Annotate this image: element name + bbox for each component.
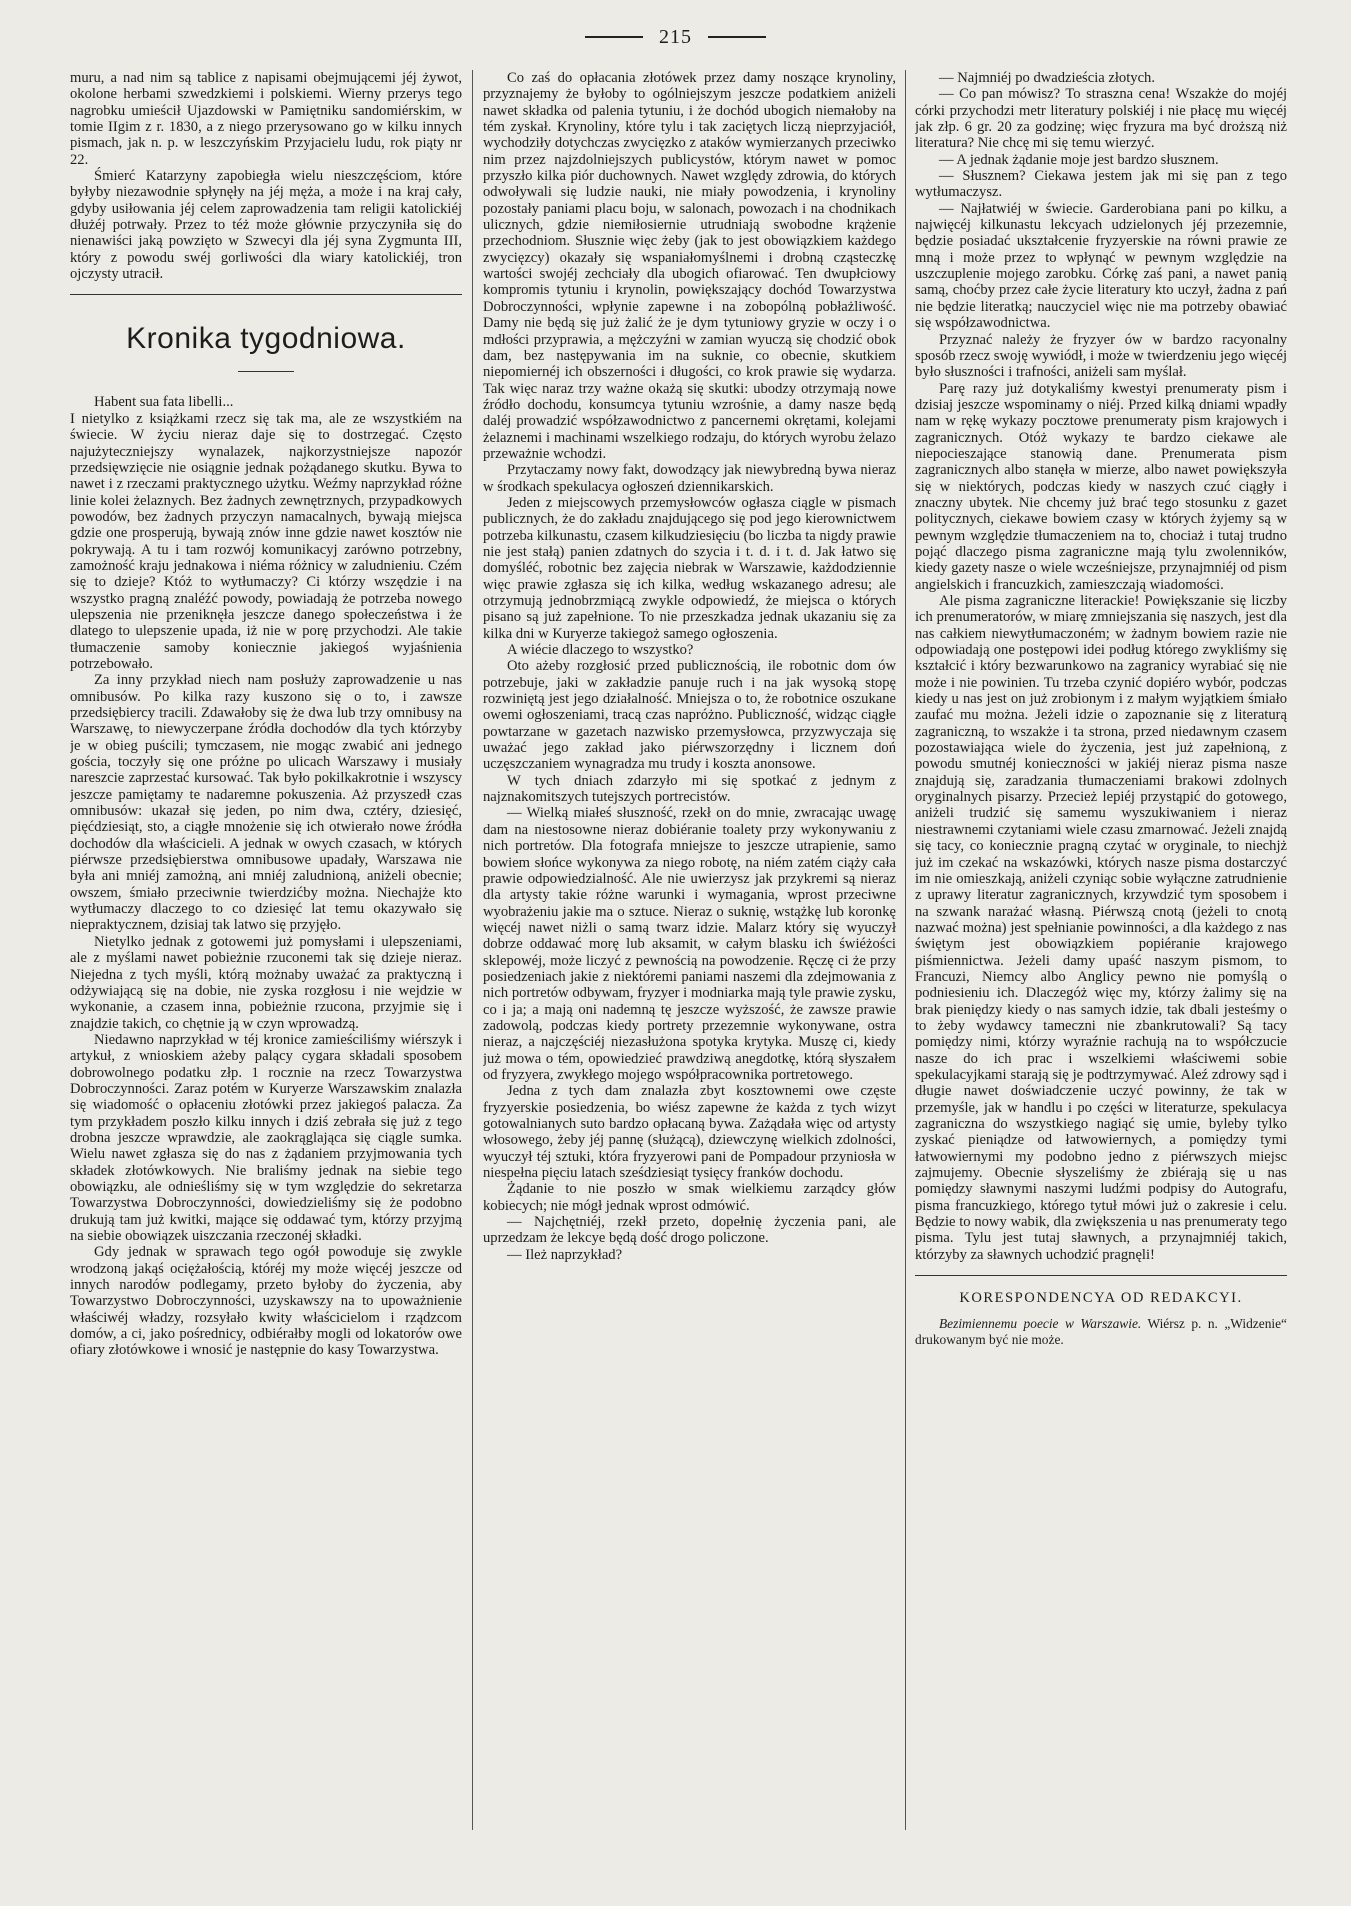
- title-rule: [238, 371, 294, 372]
- paragraph: — Słusznem? Ciekawa jestem jak mi się pan z tego wytłumaczysz.: [915, 168, 1287, 201]
- paragraph: — A jednak żądanie moje jest bardzo słusznem.: [939, 151, 1219, 168]
- paragraph: Nietylko jednak z gotowemi już pomysłami i ulepszeniami, ale z myślami nawet pobieżnie rzuconemi tak się dzieje nieraz. Niejedna z tych myśli, którą możnaby uważać za praktyczną i odżywiającą się na dobie, nie zyska rozgłosu i nie wejdzie w wykonanie, a czasem inna, pobieżnie rzucona, przyjmie się i znajdzie takich, co chętnie ją w czyn wprowadzą.: [70, 933, 462, 1032]
- paragraph: Przytaczamy nowy fakt, dowodzący jak niewybredną bywa nieraz w środkach spekulacya ogłoszeń dziennikarskich.: [483, 462, 896, 495]
- correspondence-note: [915, 1316, 1287, 1348]
- paragraph: Jedna z tych dam znalazła zbyt kosztownemi owe częste fryzyerskie posiedzenia, bo wiész zapewne że każda z tych wizyt gotowalnianych suto bardzo opłacaną bywa. Zażądała więc od artysty włosowego, żeby jéj pannę (służącą), dziewczynę wielkich zdolności, wyuczył téj sztuki, która fryzyerowi pani de Pompadour przyniosła w niespełna pięciu latach sześdziesiąt tysięcy franków dochodu.: [483, 1083, 896, 1182]
- correspondence-addressee: Bezimiennemu poecie w Warszawie.: [939, 1316, 1142, 1332]
- paragraph: Gdy jednak w sprawach tego ogół powoduje się zwykle wrodzoną jakąś ociężałością, któréj my może więcéj jeszcze od innych narodów podlegamy, przeto byłoby do życzenia, aby Towarzystwo Dobroczynności, uzyskawszy na to upoważnienie właściwéj władzy, rozsyłało kwity właścicielom i rządzcom domów, a ci, jako pośrednicy, odbiérałby mogli od lokatorów owe ofiary złotówkowe i wnosić je następnie do kasy Towarzystwa.: [70, 1244, 462, 1359]
- paragraph: W tych dniach zdarzyło mi się spotkać z jednym z najznakomitszych tutejszych portrecistów.: [483, 772, 896, 806]
- paragraph: — Najchętniéj, rzekł przeto, dopełnię życzenia pani, ale uprzedzam że lekcye będą dość drogo policzone.: [483, 1214, 896, 1247]
- column-divider: [905, 70, 906, 1830]
- column-middle: [483, 70, 896, 1870]
- paragraph: Za inny przykład niech nam posłuży zaprowadzenie u nas omnibusów. Po kilka razy kuszono się o to, i zawsze przedsiębiercy tracili. Zdawałoby się że dwa lub trzy omnibusy na Warszawę, to niewyczerpane źródła dochodów dla tych którzyby je w obieg puścili; tymczasem, nie mogąc zwabić ani jednego gościa, toczyły się one próżne po ulicach Warszawy i musiały nareszcie zaprzestać kursować. Tak było pokilkakrotnie i wszyscy jeszcze pamiętamy te nadaremne pokuszenia. Aż przyszedł czas omnibusów: ukazał się jeden, po nim dwa, cztéry, dziesięć, pięćdziesiąt, sto, a ciągłe mnożenie się ich otwierało nowe źródła dochodów dla właścicieli. A jednak w owych czasach, w których piérwsze przedsiębierstwa omnibusowe upadały, Warszawa nie była ani mniéj zamożną, ani mniéj zaludnioną, aniżeli obecnie; owszem, śmiało przeciwnie twierdzićby można. Niechajże kto wytłumaczy dlaczego to co dziesięć lat temu okazywało się niepraktycznem, dzisiaj tak latwo się przyjęło.: [70, 672, 462, 934]
- paragraph: — Najłatwiéj w świecie. Garderobiana pani po kilku, a najwięcéj kilkunastu lekcyach udzielonych jéj przezemnie, będzie posiadać ukształcenie fryzyerskie na równi prawie ze mną i może przez to wpłynąć w pewnym względzie na uszczuplenie mojego zarobku. Córkę zaś pani, a nawet panią samą, choćby przez całe życie literatury kto uczył, żadna z pań nie będzie literatką; nauczyciel więc nie ma potrzeby obawiać się współzawodnictwa.: [915, 200, 1287, 332]
- section-divider: [70, 294, 462, 295]
- section-title: Kronika tygodniowa.: [126, 322, 406, 356]
- paragraph: Ale pisma zagraniczne literackie! Powiększanie się liczby ich prenumeratorów, w miarę zmniejszania się naszych, jest dla nas całkiem niewytłumaczoném; w żadnym bowiem razie nie odpowiadają one postępowi idei podług którego zwykliśmy się kształcić i który bezwarunkowo na zagranicy wyrabiać się nie może i nie powinien. Tu trzeba czynić dopiéro wybór, podczas kiedy u nas jest on już zrobionym i z małym wyjątkiem śmiało zaufać mu można. Jeżeli idzie o zapoznanie się z literaturą zagraniczną, to wszakże i ta strona, przed niedawnym czasem pozostawiająca wiele do życzenia, jest już zapełnioną, z powodu smutnéj konieczności w jakiéj nieraz pisma nasze znajdują się, zaradzania tłumaczeniami brakowi zdolnych oryginalnych pisarzy. Przecież lepiéj przystąpić do gotowego, aniżeli trudzić się samemu wyszukiwaniem i nieraz niestrawnemi czytaniami wiele czasu zmarnować. Jeżeli znajdą się tacy, co koniecznie pragną czytać w oryginale, to niechjż już im czekać na wskazówki, których nasze pisma dostarczyć im nie omieszkają, aniżeli czyniąc sobie wyłączne zatrudnienie z uprawy literatur zagranicznych, krzywdzić tym sposobem i na szwank narażać własną. Piérwszą cnotą (jeżeli to cnotą nazwać można) jest spełnianie powinności, a dla każdego z nas świętym jest obowiązkiem popiéranie krajowego piśmiennictwa. Jeżeli damy upaść naszym pismom, to Francuzi, Niemcy albo Anglicy pewno nie pomyślą o podniesieniu ich. Dlaczegóż więc my, którzy żalimy się na brak pieniędzy kiedy o nas samych idzie, tak dbali jesteśmy o to żeby wydawcy tameczni nie zbankrutowali? Są tacy pomiędzy nimi, którzy wyraźnie rachują na to współczucie nasze do ich prac i wszelkiemi właściwemi sobie spekulacyjkami starają się je podtrzymywać. Aleź zdrowy sąd i długie nawet doświadczenie uczyć powinny, że tak w przemyśle, jak w handlu i po części w literaturze, spekulacya zagraniczna do wszystkiego nagiąć się umie, byleby tylko zyskać pieniądze od łatwowiernych, a pomiędzy tymi łatwowiernymi my podobno jedno z piérwszych miejsc zajmujemy. Obecnie słyszeliśmy że zbiérają się u nas pomiędzy sławnymi naszymi ludźmi podpisy do Autografu, pisma francuzkiego, którego tytuł mówi już o zakresie i celu. Będzie to nowy wabik, dla zwiększenia u nas prenumeraty tego pisma. Tylu jest tutaj sławnych, a przynajmniéj takich, którzyby za sławnych uchodzić pragnęli!: [915, 593, 1287, 1263]
- paragraph: Co zaś do opłacania złotówek przez damy noszące krynoliny, przyznajemy że byłoby to ogólniejszym jeszcze podatkiem aniżeli nawet składka od palenia tytuniu, i że dochód ubogich niemałoby na tém zyskał. Krynoliny, które tylu i tak zaciętych liczą nieprzyjaciół, wychodziły dotychczas zwycięzko z ataków wymierzanych przeciwko nim przez najzdolniejszych publicystów, którym nawet w pomoc przyszło kilka piór duchownych. Nawet względy zdrowia, do których odwoływali się ludzie nauki, nie miały powodzenia, i krynoliny pozostały paniami placu boju, w salonach, powozach i na chodnikach ulicznych, gdzie niemiłosiernie utrudniają swobodne krążenie przechodniom. Słusznie więc żeby (jak to jest obowiązkiem każdego zwycięzcy) okazały się wspaniałomyślnemi i drobną cząsteczkę wartości swojéj zechciały dla ubogich ofiarować. Ten dwupłciowy kompromis tytuniu i krynolin, powiększający dochód Towarzystwa Dobroczynności, wpłynie zapewne i na zobopólną pobłażliwość. Damy nie będą się już żalić że je dym tytuniowy gryzie w oczy i o mdłości przyprawia, a mężczyźni w zamian wyuczą się chodzić obok dam, bez następywania im na suknie, co obecnie, skutkiem niepomiernéj ich obszerności i długości, co krok prawie się wydarza. Tak więc naraz trzy ważne okażą się skutki: ubodzy otrzymają nowe źródło dochodu, konsumcya tytuniu wzrośnie, a damy nasze będą daléj prowadzić współzawodnictwo z pancernemi okrętami, kolejami żelaznemi i machinami wszelkiego rodzaju, do których wyrobu żelazo przeważnie wchodzi.: [483, 70, 896, 462]
- paragraph: A wiécie dlaczego to wszystko?: [507, 642, 694, 659]
- paragraph: — Ileż naprzykład?: [507, 1246, 623, 1263]
- paragraph: — Wielką miałeś słuszność, rzekł on do mnie, zwracając uwagę dam na niestosowne nieraz dobiéranie toalety przy wykonywaniu z nich portretów. Dla fotografa mniejsze to jeszcze utrapienie, samo bowiem słońce wykonywa za niego robotę, na niém zatém ciąży cała prawie odpowiedzialność. Ale nie uwierzysz jak przykremi są nieraz dla artysty takie różne warunki i wymagania, wprost przeciwne wyobrażeniu jakie ma o sztuce. Nieraz o suknię, wstążkę lub koronkę więcéj nawet niżli o samą twarz idzie. Malarz który się wyuczył dobrze oddawać morę lub aksamit, w całym blasku ich świéżości sklepowéj, może liczyć z pewnością na powodzenie. Ręczę ci że przy posiedzeniach jakie z niektóremi paniami naszemi dla zdejmowania z nich portretów odbywam, fryzyer i modniarka mają tyle prawie zysku, co i ja; a mają oni nademną tę jeszcze wyższość, że zawsze prawie zadowolą, podczas kiedy portrety przezemnie wykonywane, ostra nieraz, a najczęściéj niezasłużona spotyka krytyka. Muszę ci, kiedy już mowa o tém, opowiedzieć prawdziwą anegdotkę, którą słyszałem od fryzyera, zwykłego mojego współpracownika portretowego.: [483, 805, 896, 1083]
- paragraph: Niedawno naprzykład w téj kronice zamieściliśmy wiérszyk i artykuł, z wnioskiem ażeby palący cygara składali sposobem dobrowolnego podatku złp. 1 rocznie na rzecz Towarzystwa Dobroczynności. Zaraz potém w Kuryerze Warszawskim znalazła się wiadomość o opłaceniu złotówki przez jakiegoś palacza. Za tym przykładem poszło kilku innych i dziś zebrała się już z tego drobna jeszcze wprawdzie, ale zaokrąglająca się ciągle sumka. Wielu nawet zgłasza się do nas z żądaniem przyjmowania tych składek złotówkowych. Nie braliśmy jednak na siebie tego obowiązku, ale odnieśliśmy się w tym względzie do sekretarza Towarzystwa Dobroczynności, dowiedzieliśmy się że podobno drukują tam już kwitki, mające się oddawać tym, którzy przyjmą na siebie obowiązek uiszczania rzeczonéj składki.: [70, 1031, 462, 1244]
- paragraph: Żądanie to nie poszło w smak wielkiemu zarządcy głów kobiecych; nie mógł jednak wprost odmówić.: [483, 1181, 896, 1214]
- column-divider: [472, 70, 473, 1830]
- paragraph: — Najmniéj po dwadzieścia złotych.: [939, 70, 1155, 86]
- paragraph: Przyznać należy że fryzyer ów w bardzo racyonalny sposób rzecz swoję wywiódł, i może w twierdzeniu jego więcéj było słuszności i trafności, aniżeli sam myślał.: [915, 331, 1287, 381]
- section-divider: [915, 1275, 1287, 1276]
- paragraph: Jeden z miejscowych przemysłowców ogłasza ciągle w pismach publicznych, że do zakładu znajdującego się pod jego kierownictwem potrzeba kilkunastu, czasem kilkudziesięciu (bo liczba ta nigdy prawie nie jest stałą) panien zdatnych do szycia i t. d. i t. d. Jak łatwo się domyśléć, robotnic bez zajęcia niebrak w Warszawie, każdodziennie więc prawie zgłasza się ich kilka, według wskazanego adresu; ale otrzymują jednobrzmiącą zwykle odpowiedź, że miejsca o których pisano są już zapełnione. To nie przeszkadza jednak ukazaniu się za kilka dni w Kuryerze takiegoż samego ogłoszenia.: [483, 494, 896, 642]
- motto: Habent sua fata libelli...: [94, 394, 234, 411]
- column-left: [70, 70, 462, 1870]
- correspondence-title: KORESPONDENCYA OD REDAKCYI.: [959, 1290, 1243, 1307]
- paragraph: I nietylko z książkami rzecz się tak ma, ale ze wszystkiém na świecie. W życiu nieraz daje się to dostrzegać. Często najużyteczniejszy wynalazek, najkorzystniejsze napozór przedsięwzięcie nie osiągnie jednak pożądanego skutku. Bywa to nawet i z rzeczami praktycznego użytku. Weźmy naprzykład różne linie kolei żelaznych. Bez żadnych zewnętrznych, przypadkowych powodów, bez żadnych przyczyn namacalnych, bywają miejsca gdzie one prosperują, bywają znów inne gdzie nawet kosztów nie pokrywają. A tu i tam rozwój komunikacyj zarówno potrzebny, zamożność kraju jednakowa i niéma różnicy w zaludnieniu. Czém się to dzieje? Któż to wytłumaczy? Ci którzy wszędzie i na wszystko pragną znaléźć powody, powiadają że potrzeba nowego ulepszenia nie przeniknęła jeszcze danego społeczeństwa i że dlatego to ulepszenie upada, iż nie w porę przychodzi. Ale takie tłumaczenie samoby koniecznie jakiegoś wyjaśnienia potrzebowało.: [70, 410, 462, 672]
- page-number: 215: [659, 25, 692, 48]
- correspondence-text: Wiérsz p. n. „Widzenie“ drukowanym być nie może.: [915, 1316, 1287, 1348]
- paragraph: — Co pan mówisz? To straszna cena! Wszakże do mojéj córki przychodzi metr literatury polskiéj i nie płacę mu więcéj jak złp. 6 gr. 20 za godzinę; więc fryzura ma być droższą niż literatura? Nie chcę mi się temu wierzyć.: [915, 86, 1287, 152]
- page-header: [0, 22, 1351, 52]
- paragraph: Śmierć Katarzyny zapobiegła wielu nieszczęściom, które byłyby niezawodnie spłynęły na jéj męża, a może i na kraj cały, gdyby usiłowania jéj celem zaprowadzenia tam religii katolickiéj dłużéj potrwały. Przez to téż może głównie przyczyniła się do nienawiści jaką powzięto w Szwecyi dla jéj syna Zygmunta III, który z powodu swéj gorliwości dla wiary katolickiéj, tron ojczysty utracił.: [70, 168, 462, 283]
- paragraph: Parę razy już dotykaliśmy kwestyi prenumeraty pism i dzisiaj jeszcze wspominamy o niéj. Przed kilką dniami wpadły nam w rękę wykazy pocztowe prenumeraty pism krajowych i zagranicznych. Otóż wykazy te bardzo ciekawe ale niepocieszające stanowią dane. Prenumerata pism zagranicznych albo stanęła w mierze, albo nawet powiększyła się w niektórych, podczas kiedy w naszych czuć ciągły i znaczny ubytek. Nie chcemy już brać tego stosunku z gazet politycznych, ciekawe bowiem czasy w których żyjemy są w pewnym względzie tłumaczeniem na to, chociaż i tutaj trudno pojąć dlaczego pisma zagraniczne mają tylu zwolenników, kiedy gazety nasze o wiele wcześniejsze, przynajmniéj od pism angielskich i francuzkich, zamieszczają wiadomości.: [915, 380, 1287, 593]
- paragraph: muru, a nad nim są tablice z napisami obejmującemi jéj żywot, okolone herbami szwedzkiemi i polskiemi. Wierny przerys tego nagrobku umieścił Ujazdowski w Pamiętniku sandomiérskim, w tomie IIgim z r. 1830, a z niego przerysowano go w kilku innych pismach, jak n. p. w leszczyńskim Przyjacielu ludu, rok piąty nr 22.: [70, 70, 462, 168]
- header-rule-left: [585, 36, 643, 38]
- column-right: [915, 70, 1287, 1870]
- header-rule-right: [708, 36, 766, 38]
- paragraph: Oto ażeby rozgłosić przed publicznością, ile robotnic dom ów potrzebuje, jaki w zakładzie panuje ruch i na jak wysoką stopę rozwiniętą jest jego działalność. Mniejsza o to, że robotnice oszukane owemi ogłoszeniami, tracą czas napróżno. Publiczność, widząc ciągłe powtarzane w gazetach nazwisko przemysłowca, przyzwyczaja się uważać jego zakład jako piérwszorzędny i licznem doń uczęszczaniem wynagradza mu trudy i koszta anonsowe.: [483, 658, 896, 773]
